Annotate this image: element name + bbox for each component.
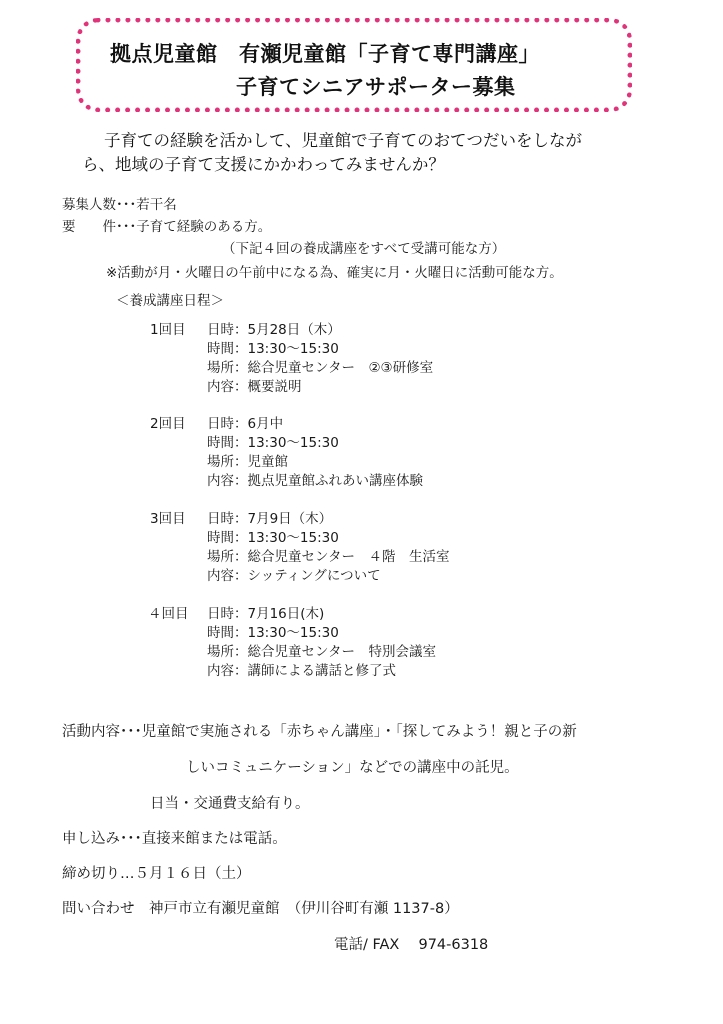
contact-info: 問い合わせ 神戸市立有瀬児童館 （伊川谷町有瀬 1137-8）: [62, 901, 459, 917]
session-place-value: 総合児童センター ４階 生活室: [247, 549, 450, 565]
session-place-label: 場所：: [207, 360, 248, 376]
session-time-value: 13:30～15:30: [247, 530, 339, 546]
session-content-value: 講師による講話と修了式: [247, 663, 396, 679]
session-2-date: [207, 412, 283, 432]
session-4-place: [207, 640, 436, 660]
session-date-value: 5月28日（木）: [247, 322, 341, 338]
recruit-req-value: 子育て経験のある方。: [136, 219, 272, 235]
session-2-content: [207, 469, 423, 489]
session-time-label: 時間：: [207, 625, 248, 641]
activity-line-3: 日当・交通費支給有り。: [150, 796, 310, 812]
activity-text-1: 児童館で実施される「赤ちゃん講座」・「探してみよう！親と子の新: [141, 724, 577, 740]
session-3-number: 3回目: [150, 511, 186, 527]
session-content-value: 拠点児童館ふれあい講座体験: [247, 473, 423, 489]
session-3-date: [207, 507, 332, 527]
activity-line-2: しいコミュニケーション」などでの講座中の託児。: [186, 760, 519, 776]
activity-line-1: [62, 720, 577, 741]
deadline-info: 締め切り…５月１６日（土）: [62, 866, 251, 882]
session-4-date: [207, 602, 324, 622]
session-content-label: 内容：: [207, 473, 248, 489]
session-3-content: [207, 564, 381, 584]
page-title: 拠点児童館 有瀬児童館「子育て専門講座」: [110, 42, 540, 66]
session-2-number: 2回目: [150, 416, 186, 432]
session-2-place: [207, 450, 288, 470]
session-1-content: [207, 375, 302, 395]
session-time-label: 時間：: [207, 530, 248, 546]
recruit-count-label: 募集人数･･･: [62, 197, 137, 213]
session-date-label: 日時：: [207, 511, 248, 527]
session-content-label: 内容：: [207, 379, 248, 395]
session-4-time: [207, 621, 339, 641]
session-place-label: 場所：: [207, 454, 248, 470]
session-place-label: 場所：: [207, 549, 248, 565]
session-place-value: 総合児童センター 特別会議室: [247, 644, 436, 660]
contact-phone: 電話/ FAX 974-6318: [334, 937, 489, 953]
session-date-value: 7月16日(木): [247, 606, 325, 622]
session-1-place: [207, 356, 433, 376]
intro-line-2: ら、地域の子育て支援にかかわってみませんか？: [82, 155, 445, 174]
session-4-content: [207, 659, 396, 679]
session-content-label: 内容：: [207, 568, 248, 584]
session-3-place: [207, 545, 449, 565]
session-4-number: ４回目: [148, 606, 189, 622]
schedule-heading: ＜養成講座日程＞: [116, 293, 224, 309]
recruit-count-value: 若干名: [136, 197, 177, 213]
recruit-requirement: [62, 215, 271, 235]
recruit-req-label: 要 件･･･: [62, 219, 137, 235]
session-place-value: 総合児童センター ②③研修室: [247, 360, 434, 376]
session-date-label: 日時：: [207, 606, 248, 622]
recruit-req-note-2: ※活動が月・火曜日の午前中になる為、確実に月・火曜日に活動可能な方。: [106, 265, 563, 281]
session-date-value: 7月9日（木）: [247, 511, 333, 527]
session-1-time: [207, 337, 339, 357]
session-time-label: 時間：: [207, 435, 248, 451]
session-place-value: 児童館: [247, 454, 288, 470]
session-1-number: 1回目: [150, 322, 186, 338]
session-time-value: 13:30～15:30: [247, 341, 339, 357]
activity-label: 活動内容･･･: [62, 724, 142, 740]
apply-info: 申し込み･･･直接来館または電話。: [62, 831, 287, 847]
session-place-label: 場所：: [207, 644, 248, 660]
page-subtitle: 子育てシニアサポーター募集: [236, 75, 516, 99]
session-date-label: 日時：: [207, 416, 248, 432]
session-date-value: 6月中: [247, 416, 284, 432]
session-content-label: 内容：: [207, 663, 248, 679]
session-content-value: シッティングについて: [247, 568, 381, 584]
session-time-label: 時間：: [207, 341, 248, 357]
session-1-date: [207, 318, 341, 338]
recruit-count: [62, 193, 177, 213]
session-3-time: [207, 526, 339, 546]
recruit-req-note-1: （下記４回の養成講座をすべて受講可能な方）: [222, 241, 506, 257]
intro-line-1: 子育ての経験を活かして、児童館で子育てのおてつだいをしなが: [104, 131, 583, 150]
session-content-value: 概要説明: [247, 379, 302, 395]
session-date-label: 日時：: [207, 322, 248, 338]
session-time-value: 13:30～15:30: [247, 625, 339, 641]
session-2-time: [207, 431, 339, 451]
session-time-value: 13:30～15:30: [247, 435, 339, 451]
